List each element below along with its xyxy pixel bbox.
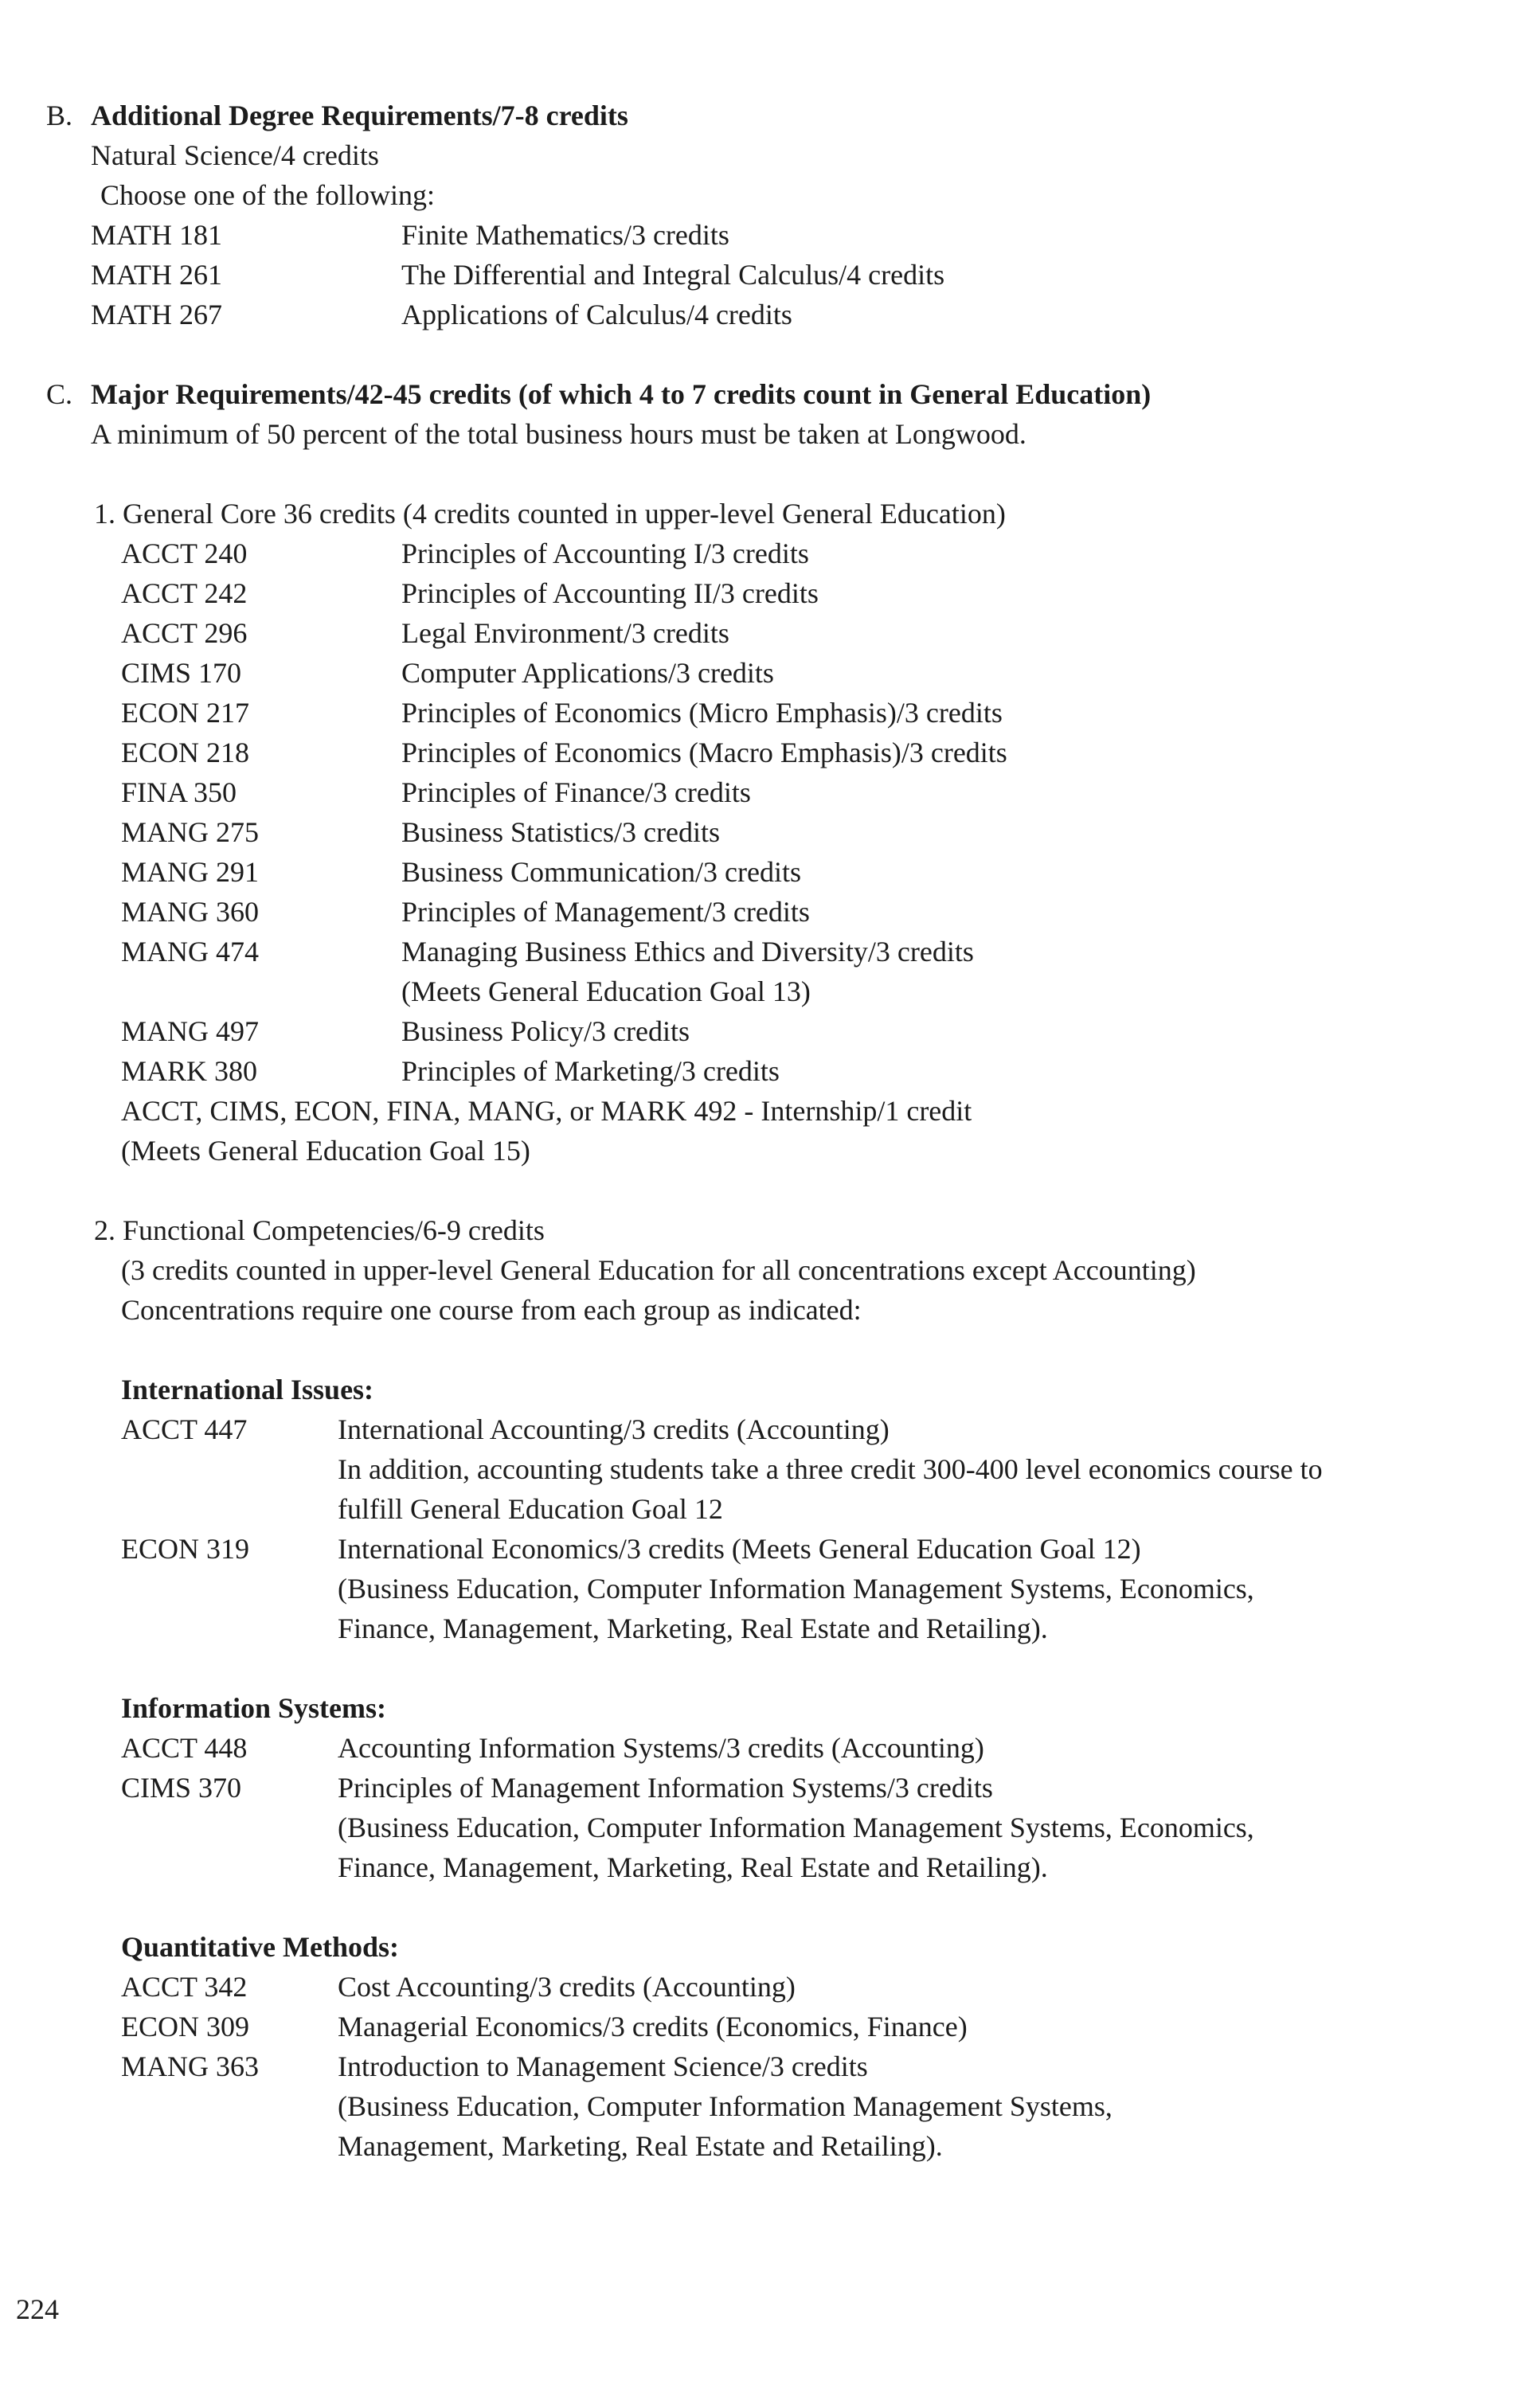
course-title: Cost Accounting/3 credits (Accounting) xyxy=(338,1971,796,2003)
course-code: MATH 267 xyxy=(91,299,223,330)
course-title: International Accounting/3 credits (Accounting) xyxy=(338,1413,890,1445)
course-title: Principles of Accounting I/3 credits xyxy=(401,538,809,569)
course-code: CIMS 370 xyxy=(121,1772,242,1804)
course-title: Principles of Finance/3 credits xyxy=(401,776,751,808)
course-code: MANG 275 xyxy=(121,816,260,848)
functional-note-2: Concentrations require one course from each group as indicated: xyxy=(121,1294,862,1326)
section-c-marker: C. xyxy=(46,378,73,410)
section-b-heading: Additional Degree Requirements/7-8 credits xyxy=(91,100,628,131)
course-code: ACCT 448 xyxy=(121,1732,248,1764)
course-title: Finite Mathematics/3 credits xyxy=(401,219,729,251)
course-code: ACCT 447 xyxy=(121,1413,248,1445)
course-title: Applications of Calculus/4 credits xyxy=(401,299,792,330)
course-title: Managerial Economics/3 credits (Economics, Finance) xyxy=(338,2011,968,2042)
course-code: ECON 217 xyxy=(121,697,249,729)
course-code: ECON 309 xyxy=(121,2011,249,2042)
course-title: Principles of Accounting II/3 credits xyxy=(401,577,819,609)
course-note: Management, Marketing, Real Estate and Retailing). xyxy=(338,2130,943,2162)
section-c-note: A minimum of 50 percent of the total business hours must be taken at Longwood. xyxy=(91,418,1026,450)
course-title: Principles of Economics (Micro Emphasis)/3 credits xyxy=(401,697,1003,729)
quantitative-heading: Quantitative Methods: xyxy=(121,1931,399,1963)
course-title: Business Policy/3 credits xyxy=(401,1015,690,1047)
course-code: CIMS 170 xyxy=(121,657,242,689)
course-code: ACCT 296 xyxy=(121,617,248,649)
course-code: MANG 291 xyxy=(121,856,260,888)
course-title: Principles of Management/3 credits xyxy=(401,896,810,928)
information-heading: Information Systems: xyxy=(121,1692,386,1724)
course-note: (Meets General Education Goal 13) xyxy=(401,975,811,1007)
functional-note-1: (3 credits counted in upper-level General Education for all concentrations except Accounting) xyxy=(121,1254,1196,1286)
course-code: ACCT 342 xyxy=(121,1971,248,2003)
functional-heading: 2. Functional Competencies/6-9 credits xyxy=(94,1214,545,1246)
course-note: (Business Education, Computer Information Management Systems, Economics, xyxy=(338,1812,1254,1843)
internship-line: ACCT, CIMS, ECON, FINA, MANG, or MARK 492 - Internship/1 credit xyxy=(121,1095,972,1127)
course-title: The Differential and Integral Calculus/4 credits xyxy=(401,259,945,291)
general-core-heading: 1. General Core 36 credits (4 credits counted in upper-level General Education) xyxy=(94,498,1006,530)
course-note: (Business Education, Computer Information Management Systems, xyxy=(338,2090,1112,2122)
course-note: Finance, Management, Marketing, Real Estate and Retailing). xyxy=(338,1851,1048,1883)
course-code: MARK 380 xyxy=(121,1055,258,1087)
course-code: MANG 497 xyxy=(121,1015,260,1047)
course-code: ACCT 242 xyxy=(121,577,248,609)
international-heading: International Issues: xyxy=(121,1374,374,1405)
course-code: MATH 181 xyxy=(91,219,223,251)
course-title: Managing Business Ethics and Diversity/3 credits xyxy=(401,936,974,968)
course-code: ECON 319 xyxy=(121,1533,249,1565)
course-code: ECON 218 xyxy=(121,737,249,768)
section-b-marker: B. xyxy=(46,100,73,131)
course-title: International Economics/3 credits (Meets General Education Goal 12) xyxy=(338,1533,1141,1565)
course-code: MANG 474 xyxy=(121,936,260,968)
course-code: FINA 350 xyxy=(121,776,237,808)
course-title: Business Communication/3 credits xyxy=(401,856,801,888)
course-title: Principles of Economics (Macro Emphasis)/3 credits xyxy=(401,737,1007,768)
page-number: 224 xyxy=(16,2293,59,2325)
course-code: MATH 261 xyxy=(91,259,223,291)
choose-line: Choose one of the following: xyxy=(100,179,435,211)
course-note: (Business Education, Computer Information Management Systems, Economics, xyxy=(338,1573,1254,1605)
course-title: Principles of Marketing/3 credits xyxy=(401,1055,780,1087)
course-note: Finance, Management, Marketing, Real Estate and Retailing). xyxy=(338,1612,1048,1644)
course-title: Computer Applications/3 credits xyxy=(401,657,774,689)
course-code: MANG 360 xyxy=(121,896,260,928)
natural-science-line: Natural Science/4 credits xyxy=(91,139,379,171)
course-note: fulfill General Education Goal 12 xyxy=(338,1493,723,1525)
course-title: Accounting Information Systems/3 credits (Accounting) xyxy=(338,1732,984,1764)
course-title: Introduction to Management Science/3 credits xyxy=(338,2050,868,2082)
internship-note: (Meets General Education Goal 15) xyxy=(121,1135,530,1167)
course-title: Legal Environment/3 credits xyxy=(401,617,729,649)
section-c-heading: Major Requirements/42-45 credits (of which 4 to 7 credits count in General Education) xyxy=(91,378,1152,410)
course-title: Principles of Management Information Systems/3 credits xyxy=(338,1772,993,1804)
course-note: In addition, accounting students take a three credit 300-400 level economics course to xyxy=(338,1453,1323,1485)
course-code: ACCT 240 xyxy=(121,538,248,569)
course-code: MANG 363 xyxy=(121,2050,260,2082)
course-title: Business Statistics/3 credits xyxy=(401,816,720,848)
